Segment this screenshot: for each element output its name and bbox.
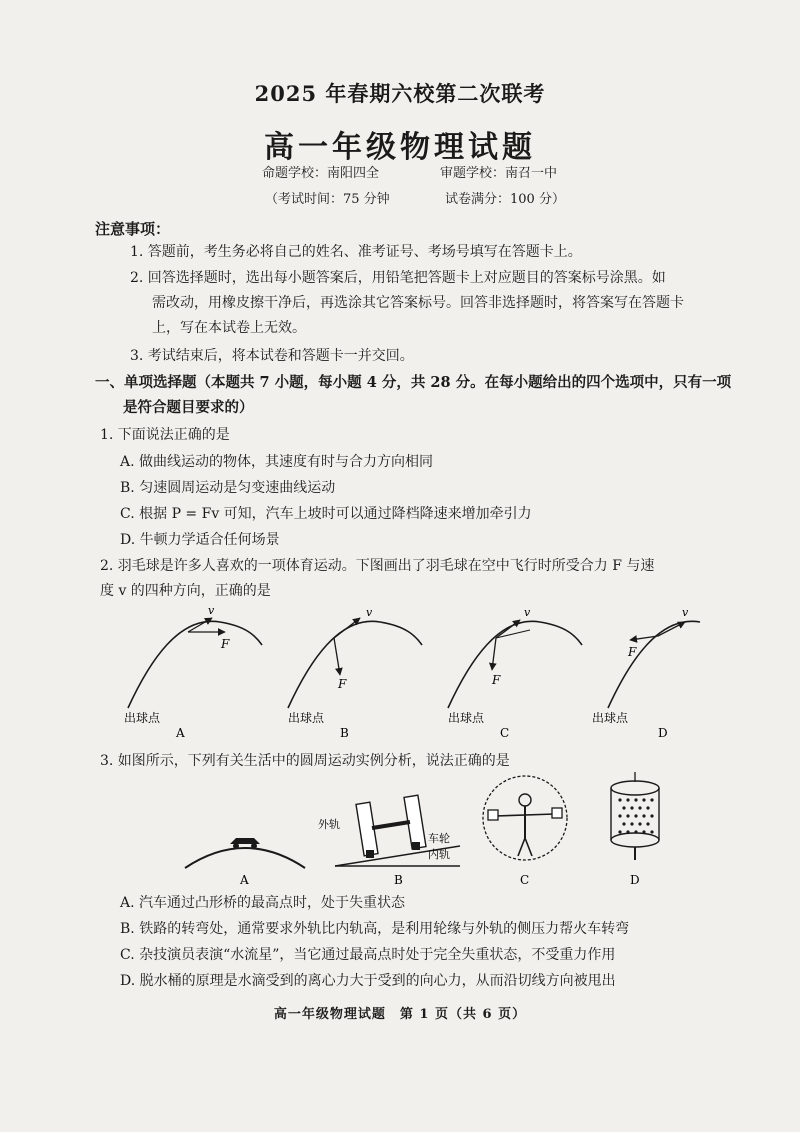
full-score: 试卷满分：100 分）	[445, 192, 565, 207]
q2-b-v-label: v	[366, 606, 373, 619]
q3-b-letter: B	[394, 873, 403, 887]
q2-trajectory-figures	[110, 600, 710, 745]
q3-figure-a-bridge	[185, 838, 305, 887]
q2-c-letter: C	[500, 726, 510, 740]
q2-figure-a	[124, 604, 262, 740]
q1-option-d: D. 牛顿力学适合任何场景	[120, 532, 280, 548]
q3-figure-c-water-meteor	[483, 776, 567, 887]
q2-d-v-label: v	[682, 606, 689, 619]
note-2-line-1: 2. 回答选择题时，选出每小题答案后，用铅笔把答题卡上对应题目的答案标号涂黑。如	[130, 270, 666, 286]
note-2	[130, 266, 740, 341]
q3-d-letter: D	[630, 873, 640, 887]
q1-stem: 1. 下面说法正确的是	[100, 427, 230, 443]
q3-dryer-holes	[618, 798, 653, 833]
q2-stem-line-1: 2. 羽毛球是许多人喜欢的一项体育运动。下图画出了羽毛球在空中飞行时所受合力 F 与速	[100, 558, 655, 574]
q2-a-letter: A	[176, 726, 185, 740]
section-heading-line-1: 一、单项选择题（本题共 7 小题，每小题 4 分，共 28 分。在每小题给出的四个选项中，只有一项	[95, 374, 732, 391]
q3-option-a: A. 汽车通过凸形桥的最高点时，处于失重状态	[120, 895, 406, 911]
q2-figure-b	[288, 606, 422, 740]
q2-a-f-label: F	[221, 637, 230, 651]
q3-c-letter: C	[520, 873, 530, 887]
q2-a-start-label: 出球点	[124, 711, 161, 725]
q2-c-f-label: F	[492, 673, 501, 687]
q3-a-letter: A	[240, 873, 249, 887]
q2-b-start-label: 出球点	[288, 711, 325, 725]
q3-stem: 3. 如图所示，下列有关生活中的圆周运动实例分析，说法正确的是	[100, 753, 510, 769]
note-2-line-3: 上，写在本试卷上无效。	[152, 320, 306, 336]
q3-figure-d-spin-dryer	[611, 772, 659, 887]
q2-c-v-label: v	[524, 606, 531, 619]
q2-b-letter: B	[340, 726, 349, 740]
note-1: 1. 答题前，考生务必将自己的姓名、准考证号、考场号填写在答题卡上。	[130, 244, 582, 260]
exam-time: （考试时间：75 分钟	[265, 192, 390, 207]
q2-b-f-label: F	[338, 677, 347, 691]
reviewer-school: 审题学校：南召一中	[440, 166, 558, 181]
q2-figure-d	[592, 606, 700, 740]
q3-option-d: D. 脱水桶的原理是水滴受到的离心力大于受到的向心力，从而沿切线方向被甩出	[120, 973, 616, 989]
q2-c-start-label: 出球点	[448, 711, 485, 725]
q2-d-start-label: 出球点	[592, 711, 629, 725]
notes-title: 注意事项：	[95, 220, 171, 238]
q3-wheel-label: 车轮	[428, 832, 450, 845]
q2-stem	[100, 554, 745, 604]
note-2-line-2: 需改动，用橡皮擦干净后，再选涂其它答案标号。回答非选择题时，将答案写在答题卡	[152, 295, 684, 311]
q3-option-b: B. 铁路的转弯处，通常要求外轨比内轨高，是利用轮缘与外轨的侧压力帮火车转弯	[120, 921, 630, 937]
paper-title: 高一年级物理试题	[264, 130, 536, 165]
page-footer: 高一年级物理试题 第 1 页（共 6 页）	[273, 1007, 527, 1022]
q1-option-c: C. 根据 P = Fv 可知，汽车上坡时可以通过降档降速来增加牵引力	[120, 506, 532, 522]
q2-d-letter: D	[658, 726, 668, 740]
q3-option-c: C. 杂技演员表演“水流星”，当它通过最高点时处于完全失重状态，不受重力作用	[120, 947, 616, 963]
section-heading-line-2: 是符合题目要求的）	[123, 399, 254, 416]
q3-inner-rail-label: 内轨	[428, 848, 450, 861]
q1-option-a: A. 做曲线运动的物体，其速度有时与合力方向相同	[120, 454, 434, 470]
q2-stem-line-2: 度 v 的四种方向，正确的是	[100, 583, 271, 599]
q2-d-f-label: F	[628, 645, 637, 659]
note-3: 3. 考试结束后，将本试卷和答题卡一并交回。	[130, 348, 414, 364]
q2-a-v-label: v	[208, 604, 215, 617]
setter-school: 命题学校：南阳四全	[262, 166, 380, 181]
exam-title: 2025 年春期六校第二次联考	[254, 81, 546, 106]
q2-figure-c	[448, 606, 582, 740]
q3-figure-b-railway	[318, 795, 460, 887]
q1-option-b: B. 匀速圆周运动是匀变速曲线运动	[120, 480, 336, 496]
section-heading	[95, 370, 745, 420]
q3-figures	[180, 768, 690, 888]
q3-outer-rail-label: 外轨	[318, 818, 340, 831]
